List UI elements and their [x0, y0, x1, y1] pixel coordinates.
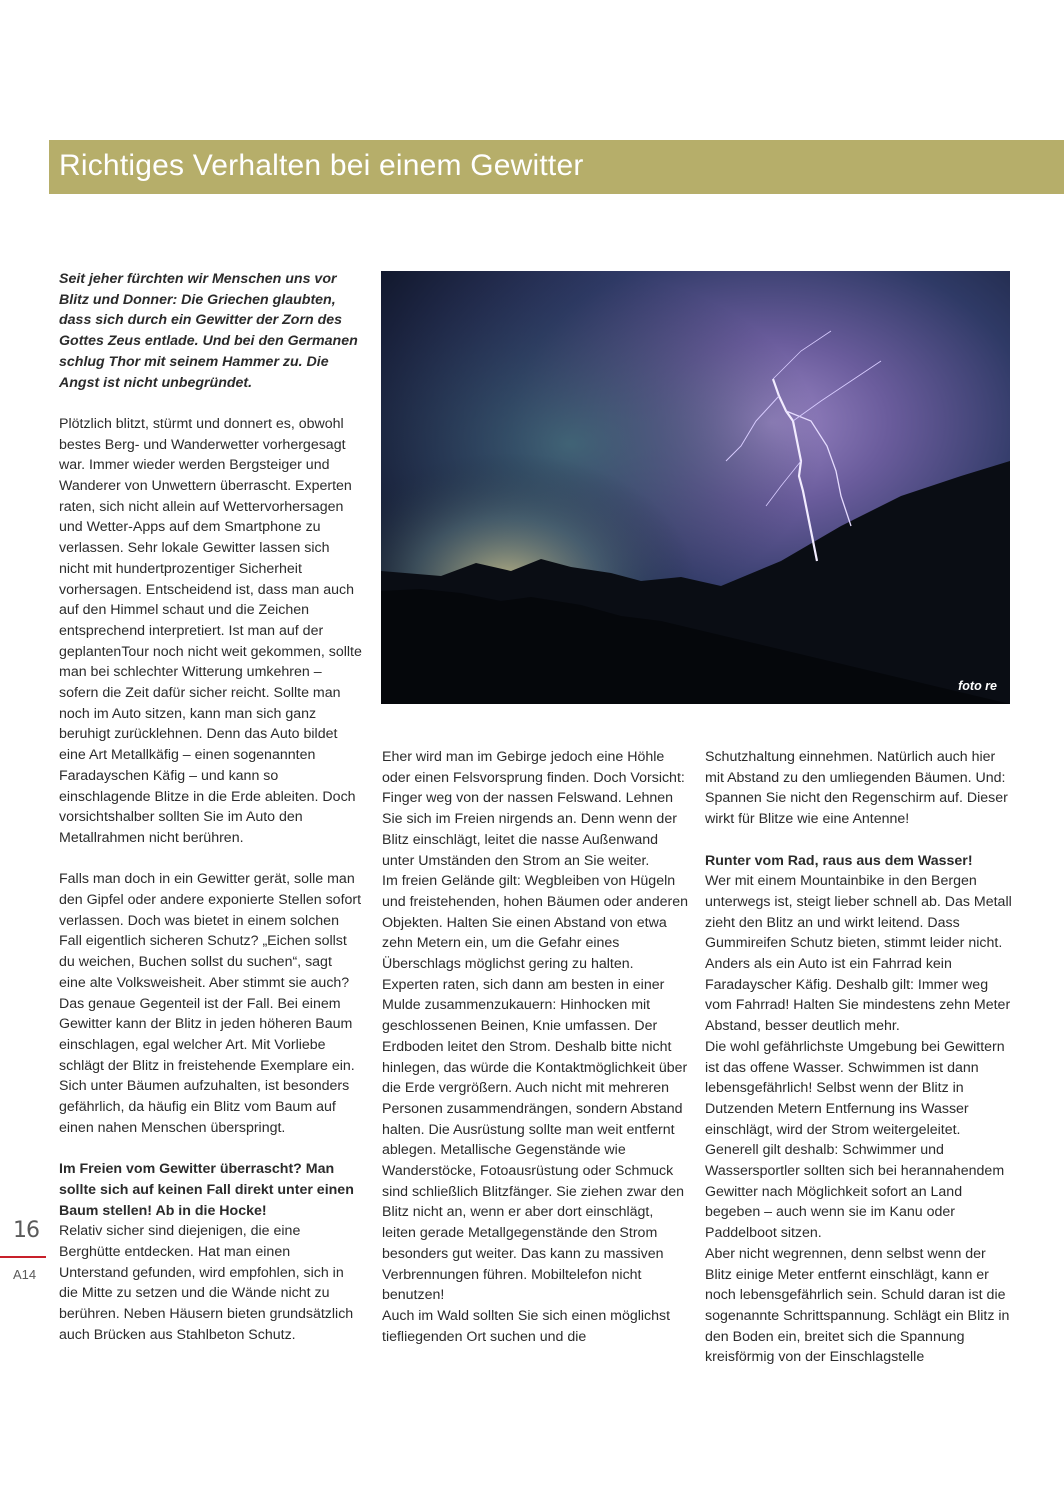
paragraph: Falls man doch in ein Gewitter gerät, solle man den Gipfel oder andere exponierte Stellen sofort verlassen. Doch was bietet in einem solchen Fall eigentlich sicheren Schutz? „Eichen sollst du weichen, Buchen sollst du suchen“, sagt eine alte Volksweisheit. Aber stimmt sie auch? Das genaue Gegenteil ist der Fall. Bei einem Gewitter kann der Blitz in jeden höheren Baum einschlagen, egal welcher Art. Mit Vorliebe schlägt der Blitz in freistehende Exemplare ein. Sich unter Bäumen aufzuhalten, ist besonders gefährlich, da häufig ein Blitz vom Baum auf einen nahen Menschen überspringt. — [59, 871, 362, 1136]
page-reference: A14 — [13, 1267, 37, 1282]
page-number-rule — [0, 1256, 46, 1258]
paragraph: Schutzhaltung einnehmen. Natürlich auch hier mit Abstand zu den umliegenden Bäumen. Und: Spannen Sie nicht den Regenschirm auf. Dieser wirkt für Blitze wie eine Antenne! — [705, 749, 1008, 828]
text-column-2 — [382, 747, 690, 1347]
paragraph: Experten raten, sich dann am besten in einer Mulde zusammenzukauern: Hinhocken mit geschlossenen Beinen, Knie umfassen. Der Erdboden leitet den Strom. Deshalb bitte nicht hinlegen, das würde die Kontaktmöglichkeit über die Erde vergrößern. Auch nicht mit mehreren Personen zusammendrängen, sondern Abstand halten. Die Ausrüstung sollte man weit entfernt ablegen. Metallische Gegenstände wie Wanderstöcke, Fotoausrüstung oder Schmuck sind schließlich Blitzfänger. Sie ziehen zwar den Blitz nicht an, wenn er aber dort einschlägt, leiten gerade Metallgegenstände den Strom besonders gut weiter. Das kann zu massiven Verbrennungen führen. Mobiltelefon nicht benutzen! — [382, 976, 688, 1304]
paragraph: Wer mit einem Mountainbike in den Bergen unterwegs ist, steigt lieber schnell ab. Das Metall zieht den Blitz an und wirkt leitend. Dass Gummireifen Schutz bieten, stimmt leider nicht. Anders als ein Auto ist ein Fahrrad kein Faradayscher Käfig. Deshalb gilt: Immer weg vom Fahrrad! Halten Sie mindestens zehn Meter Abstand, besser deutlich mehr. — [705, 873, 1012, 1035]
paragraph: Relativ sicher sind diejenigen, die eine Berghütte entdecken. Hat man einen Unterstand gefunden, wird empfohlen, sich in die Mitte zu setzen und die Wände nicht zu berühren. Neben Häusern bieten grundsätzlich auch Brücken aus Stahlbeton Schutz. — [59, 1223, 354, 1343]
paragraph: Die wohl gefährlichste Umgebung bei Gewittern ist das offene Wasser. Schwimmen ist dann lebensgefährlich! Selbst wenn der Blitz in Dutzenden Metern Entfernung ins Wasser einschlägt, wird der Strom weitergeleitet. Generell gilt deshalb: Schwimmer und Wassersportler sollten sich bei herannahendem Gewitter nach Möglichkeit sofort an Land begeben – auch wenn sie im Kanu oder Paddelboot sitzen. — [705, 1038, 1005, 1242]
paragraph: Eher wird man im Gebirge jedoch eine Höhle oder einen Felsvorsprung finden. Doch Vorsicht: Finger weg von der nassen Felswand. Lehnen Sie sich im Freien nirgends an. Denn wenn der Blitz einschlägt, leitet die nasse Außenwand unter Umständen den Strom an Sie weiter. — [382, 749, 685, 869]
paragraph: Im freien Gelände gilt: Wegbleiben von Hügeln und freistehenden, hohen Bäumen oder anderen Objekten. Halten Sie einen Abstand von etwa zehn Metern ein, um die Gefahr eines Überschlags möglichst gering zu halten. — [382, 873, 689, 973]
title-bar — [49, 140, 1064, 194]
photo-credit: foto re — [958, 679, 997, 693]
subheading: Im Freien vom Gewitter überrascht? Man sollte sich auf keinen Fall direkt unter einen Baum stellen! Ab in die Hocke! — [59, 1161, 354, 1219]
subheading: Runter vom Rad, raus aus dem Wasser! — [705, 852, 973, 869]
page-number: 16 — [13, 1218, 39, 1243]
text-column-1 — [59, 269, 362, 1346]
lightning-photo — [381, 271, 1010, 704]
page-title: Richtiges Verhalten bei einem Gewitter — [59, 149, 584, 182]
intro-paragraph: Seit jeher fürchten wir Menschen uns vor Blitz und Donner: Die Griechen glaubten, dass sich durch ein Gewitter der Zorn des Gottes Zeus entlade. Und bei den Germanen schlug Thor mit seinem Hammer zu. Die Angst ist nicht unbegründet. — [59, 271, 358, 391]
paragraph: Plötzlich blitzt, stürmt und donnert es, obwohl bestes Berg- und Wanderwetter vorhergesagt war. Immer wieder werden Bergsteiger und Wanderer von Unwettern überrascht. Experten raten, sich nicht allein auf Wettervorhersagen und Wetter-Apps auf dem Smartphone zu verlassen. Sehr lokale Gewitter lassen sich nicht mit hundertprozentiger Sicherheit vorhersagen. Entscheidend ist, dass man auch auf den Himmel schaut und die Zeichen entsprechend interpretiert. Ist man auf der geplantenTour noch nicht weit gekommen, sollte man bei schlechter Witterung umkehren – sofern die Zeit dafür sicher reicht. Sollte man noch im Auto sitzen, kann man sich ganz beruhigt zurücklehnen. Denn das Auto bildet eine Art Metallkäfig – einen sogenannten Faradayschen Käfig – und kann so einschlagende Blitze in die Erde ableiten. Doch vorsichtshalber sollten Sie im Auto den Metallrahmen nicht berühren. — [59, 415, 362, 846]
paragraph: Auch im Wald sollten Sie sich einen möglichst tiefliegenden Ort suchen und die — [382, 1307, 671, 1345]
text-column-3 — [705, 747, 1015, 1368]
paragraph: Aber nicht wegrennen, denn selbst wenn der Blitz einige Meter entfernt einschlägt, kann er noch lebensgefährlich sein. Schuld daran ist die sogenannte Schrittspannung. Schlägt ein Blitz in den Boden ein, breitet sich die Spannung kreisförmig von der Einschlagstelle — [705, 1245, 1010, 1366]
lightning-image — [381, 271, 1010, 704]
